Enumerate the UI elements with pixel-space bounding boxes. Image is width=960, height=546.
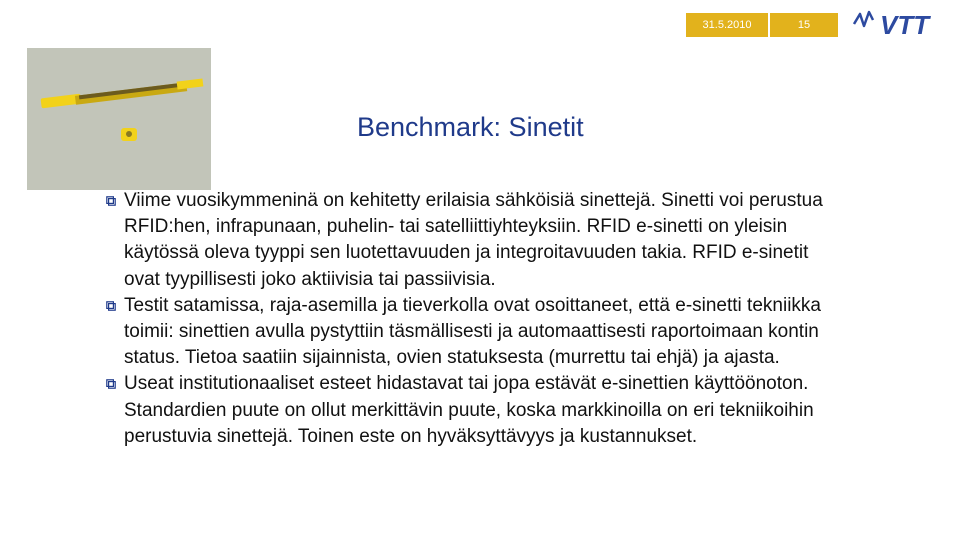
square-bullet-icon xyxy=(106,379,116,389)
bullet-text: Testit satamissa, raja-asemilla ja tieverkolla ovat osoittaneet, että e-sinetti tekniikka toimii: sinettien avulla pystyttiin täsmällisesti ja automaattisesti raportoimaan kontin status. Tietoa saatiin sijainnista, ovien statuksesta (murrettu tai ehjä) ja ajasta. xyxy=(124,294,821,369)
vtt-logo-text: VTT xyxy=(880,10,930,36)
seal-photo xyxy=(27,48,211,190)
bullet-item xyxy=(106,188,846,293)
square-bullet-icon xyxy=(106,301,116,311)
square-bullet-icon xyxy=(106,196,116,206)
vtt-logo-wave-icon xyxy=(854,12,873,26)
seal-cap-icon xyxy=(121,128,137,141)
slide-page-number: 15 xyxy=(770,13,838,37)
vtt-logo xyxy=(852,10,948,36)
photo-shadow xyxy=(27,48,211,190)
bullet-text: Useat institutionaaliset esteet hidastavat tai jopa estävät e-sinettien käyttöönoton. Standardien puute on ollut merkittävin puute, koska markkinoilla on eri tekniikoihin perustuvia sinettejä. Toinen este on hyväksyttävyys ja kustannukset. xyxy=(124,373,814,447)
bullet-text: Viime vuosikymmeninä on kehitetty erilaisia sähköisiä sinettejä. Sinetti voi perustua RFID:hen, infrapunaan, puhelin- tai satelliittiyhteyksiin. RFID e-sinetti on yleisin käytössä oleva tyyppi sen luotettavuuden ja integroitavuuden takia. RFID e-sinetit ovat tyypillisesti joko aktiivisia tai passiivisia. xyxy=(124,190,823,290)
slide-title: Benchmark: Sinetit xyxy=(357,112,584,142)
bullet-list xyxy=(106,188,846,450)
header-bar xyxy=(0,0,960,46)
bullet-item xyxy=(106,293,846,372)
slide-date: 31.5.2010 xyxy=(686,13,768,37)
bullet-item xyxy=(106,371,846,450)
